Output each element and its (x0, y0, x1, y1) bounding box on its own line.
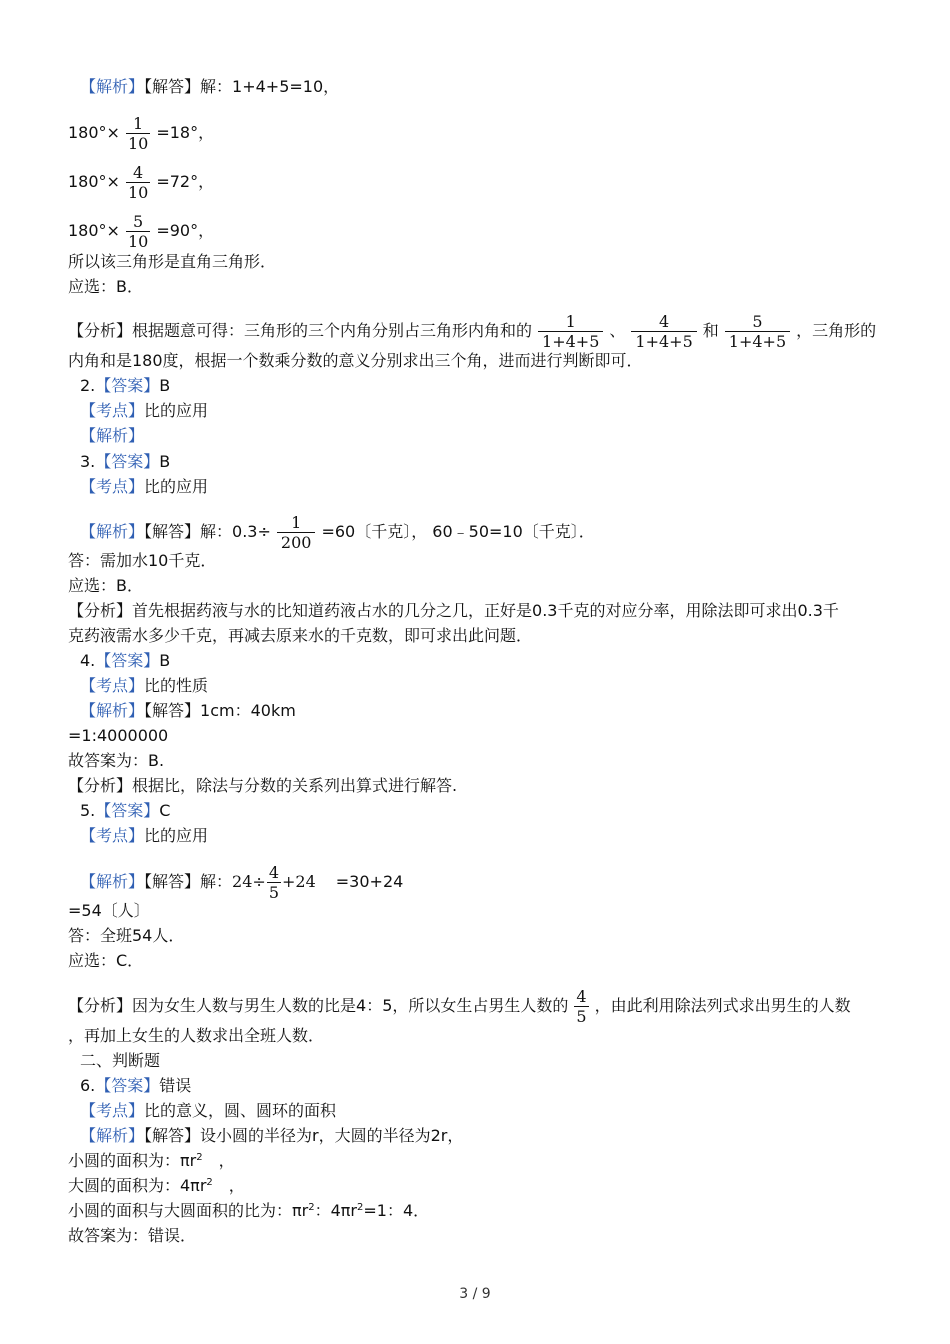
analysis-text: 首先根据药液与水的比知道药液占水的几分之几，正好是0.3千克的对应分率，用除法即可求出0.3千 (132, 601, 839, 620)
q5-solution-line (80, 863, 404, 902)
topic-text: 比的应用 (144, 477, 209, 496)
fenxi-tag-close: 】 (116, 776, 133, 795)
fenxi-tag: 【分析】 (68, 996, 133, 1015)
q3-analysis-line-1 (68, 600, 839, 622)
jiexi-tag: 【解析】 (80, 522, 145, 541)
expression-part: +24 (282, 872, 316, 891)
separator: 和 (702, 321, 719, 340)
answer-value: 错误 (159, 1076, 192, 1095)
exponent: 2 (206, 1177, 213, 1188)
kaodian-tag: 【考点】 (80, 477, 145, 496)
q5-choice: 应选：C． (68, 951, 144, 970)
denominator: 200 (277, 532, 316, 552)
ratio-text: ：4πr (314, 1201, 357, 1220)
topic-text: 比的应用 (144, 826, 209, 845)
denominator: 10 (127, 232, 149, 251)
q6-topic-line (80, 1100, 336, 1122)
denominator: 10 (127, 134, 149, 153)
jieda-tag: 【解答】 (144, 701, 201, 720)
kaodian-tag: 【考点】 (80, 1101, 145, 1120)
exponent: 2 (357, 1202, 364, 1213)
q1-analysis-line-1 (68, 312, 877, 351)
solution-text: 设小圆的半径为r，大圆的半径为2r， (200, 1126, 464, 1145)
q1-solution-text: 解：1+4+5=10， (200, 77, 340, 96)
fraction (126, 212, 150, 251)
q3-topic-line (80, 476, 208, 498)
q2-topic-line (80, 400, 208, 422)
fraction (631, 312, 696, 351)
question-number: 2. (80, 376, 96, 395)
q3-analysis-line-2: 克药液需水多少千克，再减去原来水的千克数，即可求出此问题． (68, 626, 533, 645)
denominator: 5 (576, 1007, 587, 1026)
q6-answer-line (80, 1075, 191, 1097)
jieda-tag: 【解答】 (144, 872, 201, 891)
fenxi-tag-open: 【分析 (68, 776, 117, 795)
numerator: 4 (133, 163, 144, 182)
kaodian-tag: 【考点】 (80, 826, 145, 845)
calc-prefix: 180°× (68, 123, 120, 142)
daan-tag: 【答案】 (95, 376, 160, 395)
numerator: 1 (291, 513, 302, 532)
solution-text: =60〔千克〕， 60﹣50=10〔千克〕． (321, 522, 595, 541)
fenxi-tag: 【分析】 (68, 601, 133, 620)
topic-text: 比的应用 (144, 401, 209, 420)
q2-answer-line (80, 375, 170, 397)
q1-solution-line (80, 76, 339, 98)
question-number: 5. (80, 801, 96, 820)
q5-analysis-line-1 (68, 987, 851, 1026)
daan-tag: 【答案】 (95, 1076, 160, 1095)
ratio-text: 小圆的面积与大圆面积的比为：πr (68, 1201, 309, 1220)
punctuation: ， (212, 1176, 245, 1195)
analysis-text: 根据题意可得：三角形的三个内角分别占三角形内角和的 (132, 321, 533, 340)
q5-answer-line (80, 800, 170, 822)
area-text: 大圆的面积为：4πr (68, 1176, 207, 1195)
q3-solution-line (80, 513, 595, 552)
analysis-text: ，由此利用除法列式求出男生的人数 (594, 996, 851, 1015)
q1-analysis-line-2: 内角和是180度，根据一个数乘分数的意义分别求出三个角，进而进行判断即可． (68, 351, 643, 370)
exponent: 2 (308, 1202, 315, 1213)
denominator: 1+4+5 (631, 331, 696, 351)
area-text: 小圆的面积为：πr (68, 1151, 197, 1170)
topic-text: 比的性质 (144, 676, 209, 695)
jiexi-tag: 【解析】 (80, 426, 145, 445)
analysis-text: 因为女生人数与男生人数的比是4：5，所以女生占男生人数的 (132, 996, 569, 1015)
q6-ratio (68, 1200, 429, 1222)
q1-choice: 应选：B． (68, 277, 143, 296)
page-number: 3 / 9 (459, 1286, 491, 1302)
jieda-tag: 【解答】 (144, 77, 201, 96)
denominator: 1+4+5 (725, 331, 790, 351)
expression-part: 24÷ (232, 872, 266, 891)
question-number: 6. (80, 1076, 96, 1095)
jiexi-tag: 【解析】 (80, 77, 145, 96)
fraction (538, 312, 603, 351)
fraction (126, 163, 150, 202)
answer-value: B (159, 651, 171, 670)
q3-choice: 应选：B． (68, 576, 143, 595)
question-number: 4. (80, 651, 96, 670)
analysis-text: ，三角形的 (796, 321, 877, 340)
kaodian-tag: 【考点】 (80, 401, 145, 420)
q1-calc-line-3 (68, 212, 215, 251)
answer-value: C (159, 801, 171, 820)
q4-topic-line (80, 675, 208, 697)
q4-analysis (68, 775, 457, 797)
solution-text: 1cm：40km (200, 701, 296, 720)
question-number: 3. (80, 452, 96, 471)
jieda-tag: 【解答】 (144, 522, 201, 541)
fraction (126, 114, 150, 153)
q1-conclusion: 所以该三角形是直角三角形． (68, 252, 277, 271)
calc-result: =90°， (156, 221, 215, 240)
analysis-text: 根据比，除法与分数的关系列出算式进行解答. (132, 776, 458, 795)
daan-tag: 【答案】 (95, 801, 160, 820)
answer-value: B (159, 376, 171, 395)
separator: 、 (609, 321, 626, 340)
numerator: 4 (268, 863, 279, 882)
solution-text: 解： (200, 872, 233, 891)
ratio-text: =1：4． (363, 1201, 430, 1220)
q6-big-area (68, 1175, 245, 1197)
q5-topic-line (80, 825, 208, 847)
numerator: 5 (752, 312, 763, 331)
fraction (277, 513, 316, 552)
exponent: 2 (196, 1152, 203, 1163)
denominator: 5 (268, 883, 279, 902)
daan-tag: 【答案】 (95, 651, 160, 670)
q6-solution-line (80, 1125, 463, 1147)
q4-line-2: =1:4000000 (68, 726, 169, 745)
kaodian-tag: 【考点】 (80, 676, 145, 695)
topic-text: 比的意义，圆、圆环的面积 (144, 1101, 337, 1120)
numerator: 1 (133, 114, 144, 133)
fraction (725, 312, 790, 351)
calc-prefix: 180°× (68, 221, 120, 240)
q4-answer-line (80, 650, 170, 672)
answer-value: B (159, 452, 171, 471)
calc-prefix: 180°× (68, 172, 120, 191)
fenxi-tag: 【分析】 (68, 321, 133, 340)
numerator: 4 (658, 312, 670, 331)
q4-solution-line (80, 700, 296, 722)
denominator: 1+4+5 (538, 331, 603, 351)
q1-calc-line-1 (68, 114, 215, 153)
q1-calc-line-2 (68, 163, 215, 202)
q3-reply: 答：需加水10千克． (68, 551, 217, 570)
expression-result: =30+24 (335, 872, 404, 891)
section-heading: 二、判断题 (80, 1051, 161, 1070)
jiexi-tag: 【解析】 (80, 701, 145, 720)
numerator: 4 (576, 987, 587, 1006)
fraction (267, 863, 281, 902)
q5-reply: 答：全班54人． (68, 926, 185, 945)
fraction (574, 987, 588, 1026)
jiexi-tag: 【解析】 (80, 1126, 145, 1145)
q5-line-2: =54〔人〕 (68, 901, 150, 920)
daan-tag: 【答案】 (95, 452, 160, 471)
calc-result: =72°， (156, 172, 215, 191)
q5-analysis-line-2: ，再加上女生的人数求出全班人数． (68, 1026, 325, 1045)
numerator: 5 (133, 212, 144, 231)
q4-final: 故答案为：B. (68, 751, 165, 770)
jieda-tag: 【解答】 (144, 1126, 201, 1145)
solution-text: 解：0.3÷ (200, 522, 271, 541)
calc-result: =18°， (156, 123, 215, 142)
punctuation: ， (202, 1151, 235, 1170)
denominator: 10 (127, 183, 149, 202)
q6-small-area (68, 1150, 235, 1172)
q2-jiexi-line (80, 425, 144, 447)
jiexi-tag: 【解析】 (80, 872, 145, 891)
q3-answer-line (80, 451, 170, 473)
numerator: 1 (565, 312, 576, 331)
q6-final: 故答案为：错误． (68, 1226, 197, 1245)
